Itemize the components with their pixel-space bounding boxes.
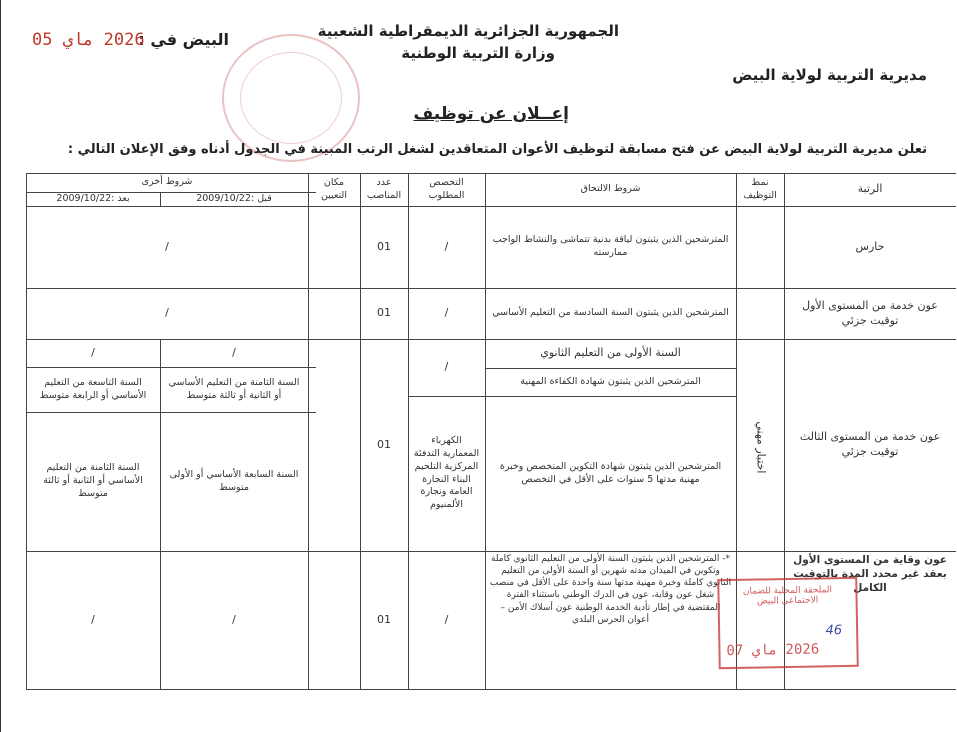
- specialty-cell: /: [444, 612, 449, 626]
- stamp-text: الملحقة المحلية للضمان الاجتماعي البيض: [742, 585, 833, 607]
- conditions-cell: المترشحين الذين يثبتون شهادة التكوين المتخصص وخبرة مهنية مدتها 5 سنوات على الأقل في التخصص: [499, 460, 722, 485]
- rank-cell: عون خدمة من المستوى الثالث توقيت جزئي: [799, 430, 941, 458]
- after-cell: السنة التاسعة من التعليم الأساسي أو الرابعة متوسط: [39, 376, 147, 401]
- count-cell: 01: [377, 437, 391, 451]
- before-cell: السنة السابعة الأساسي أو الأولى متوسط: [169, 468, 299, 493]
- conditions-cell: المترشحين الذين يثبتون لياقة بدنية تتماشى والنشاط الواجب ممارسته: [492, 234, 729, 258]
- header-specialty: التخصص المطلوب: [428, 176, 465, 201]
- stamp-signature: 46: [825, 623, 843, 639]
- conditions-cell: *- المترشحين الذين يثبتون السنة الأولى من التعليم الثانوي كاملة وتكوين في الميدان مدته شهرين أو السنة الأولى من التعليم الثانوي كاملة وخبرة مهنية مدتها سنة واحدة على الأقل في منصب شغل عون وقاية، عون في الدرك الوطني باستثناء الفترة المقتضية في إطار تأدية الخدمة الوطنية عون أسلاك الأمن – أعوان الحرس البلدي: [489, 554, 732, 625]
- after-cell: /: [91, 345, 95, 359]
- other-cell: /: [165, 306, 169, 320]
- count-cell: 01: [377, 306, 391, 320]
- header-count: عدد المناصب: [366, 176, 402, 201]
- stamp-date: 2026 ماي 07: [726, 641, 820, 660]
- header-conditions: شروط الالتحاق: [580, 183, 641, 195]
- rank-cell: عون وقاية من المستوى الأول بعقد غير محدد المدة بالتوقيت الكامل: [793, 554, 947, 595]
- after-cell: السنة الثامنة من التعليم الأساسي أو الثانية أو ثالثة متوسط: [43, 462, 143, 499]
- count-cell: 01: [377, 612, 391, 626]
- other-cell: /: [165, 239, 169, 253]
- rank-cell: حارس: [855, 239, 885, 253]
- before-cell: السنة الثامنة من التعليم الأساسي أو الثانية أو ثالثة متوسط: [168, 376, 300, 401]
- specialty-cell: الكهرباء المعمارية التدفئة المركزية التلحيم البناء النجارة العامة ونجارة الألمنيوم: [413, 435, 480, 511]
- specialty-cell: /: [444, 239, 449, 253]
- directorate-title: مديرية التربية لولاية البيض: [732, 66, 927, 84]
- header-other: شروط أخرى: [141, 176, 193, 188]
- count-cell: 01: [377, 239, 391, 253]
- place-label: البيض في :: [138, 30, 229, 49]
- announcement-intro: تعلن مديرية التربية لولاية البيض عن فتح مسابقة لتوظيف الأعوان المتعاقدين لشغل الرتب المبينة في الجدول أدناه وفق الإعلان التالي :: [67, 142, 927, 157]
- before-cell: /: [232, 345, 236, 359]
- ministry-title: وزارة التربية الوطنية: [401, 44, 555, 62]
- left-margin-line: [0, 0, 1, 732]
- announcement-title: إعــلان عن توظيف: [413, 104, 569, 124]
- header-place: مكان التعيين: [321, 176, 347, 201]
- handwritten-date: 2026 ماي 05: [32, 30, 145, 50]
- conditions-cell: السنة الأولى من التعليم الثانوي: [540, 346, 681, 360]
- header-mode: نمط التوظيف: [743, 176, 777, 201]
- header-after: بعد :2009/10/22: [56, 192, 130, 204]
- header-before: قبل :2009/10/22: [196, 192, 272, 204]
- republic-title: الجمهورية الجزائرية الديمقراطية الشعبية: [317, 22, 619, 40]
- specialty-cell: /: [444, 306, 449, 320]
- conditions-cell: المترشحين الذين يثبتون السنة السادسة من التعليم الأساسي: [492, 307, 729, 319]
- specialty-cell: /: [444, 360, 449, 374]
- rect-stamp: [717, 577, 859, 669]
- after-cell: /: [91, 612, 95, 626]
- header-rank: الرتبة: [857, 182, 883, 196]
- before-cell: /: [232, 612, 236, 626]
- conditions-cell: المترشحين الذين يثبتون شهادة الكفاءة المهنية: [520, 375, 701, 387]
- rank-cell: عون خدمة من المستوى الأول توقيت جزئي: [802, 298, 938, 327]
- mode-value-text: اختبار مهني: [754, 421, 768, 474]
